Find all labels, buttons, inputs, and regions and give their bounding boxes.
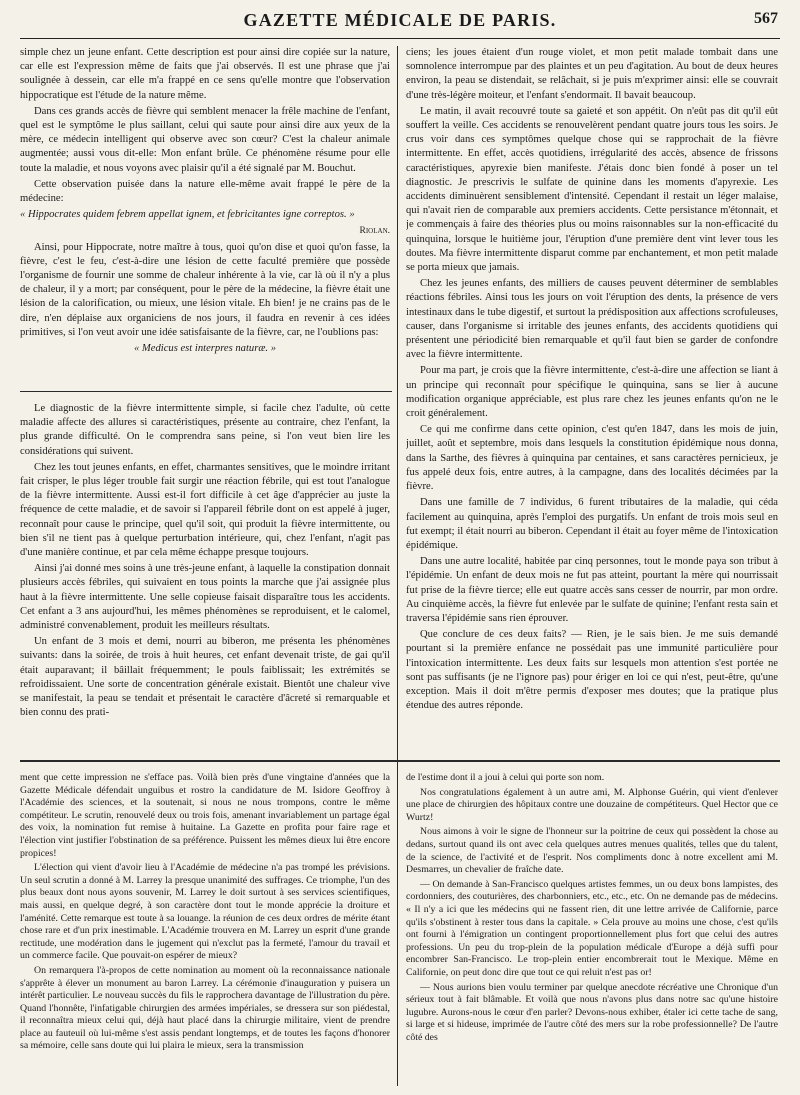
article-column-left-lower (20, 402, 390, 750)
feuilleton-divider (20, 760, 780, 762)
article-column-left-upper (20, 46, 390, 384)
paragraph: ment que cette impression ne s'efface pas. Voilà bien près d'une vingtaine d'années que la Gazette Médicale défendait unguibus et rostro la candidature de M. Isidore Geoffroy à l'Académie des sciences, et la soutenait, si nous ne nous trompons, contre le même compétiteur. Le scrutin, renouvelé deux ou trois fois, amenant invariablement un partage égal des voix, la nomination fut remise à huitaine. La Gazette en profita pour faire rage et l'élection vint justifier l'obstination de sa préférence. Puissent les mêmes dieux lui être encore propices! (20, 772, 390, 859)
paragraph: Dans une autre localité, habitée par cinq personnes, tout le monde paya son tribut à l'épidémie. Un enfant de deux mois ne fut pas atteint, pourtant la mère qui nourrissait fut prise de la fièvre tierce; elle eut quatre accès sans cesser de nourrir, par mon ordre. Au cinquième accès, la fièvre fut enlevée par le sulfate de quinine; l'enfant resta sain et traversa l'épidémie sans rien éprouver. (406, 556, 778, 624)
paragraph: Cette observation puisée dans la nature elle-même avait frappé le père de la médecine: (20, 178, 390, 205)
quote-author: Riolan. (359, 226, 390, 237)
section-divider (20, 391, 392, 392)
paragraph: Dans une famille de 7 individus, 6 furent tributaires de la maladie, qui céda facilement au quinquina, après l'emploi des purgatifs. Un enfant de trois mois seul en fut exempt; il était nourri au biberon. Cependant il était au foyer même de l'intoxication épidémique. (406, 497, 778, 551)
article-column-right (406, 46, 778, 750)
paragraph: ciens; les joues étaient d'un rouge violet, et mon petit malade tombait dans une somnolence interrompue par des plaintes et un peu d'agitation. Au bout de deux heures environ, la peau se distendait, se relâchait, si je puis m'exprimer ainsi: elle se couvrait d'une très-légère moiteur, et l'enfant s'endormait. Il bavait beaucoup. (406, 47, 778, 101)
feuilleton-column-left (20, 772, 390, 1090)
paragraph: Le diagnostic de la fièvre intermittente simple, si facile chez l'adulte, où cette maladie affecte des allures si caractéristiques, présente au contraire, chez l'enfant, la plus grande difficulté. On le comprendra sans peine, si l'on veut bien lire les considérations qui suivent. (20, 403, 390, 457)
journal-title: GAZETTE MÉDICALE DE PARIS. (243, 10, 557, 30)
paragraph: Ainsi, pour Hippocrate, notre maître à tous, quoi qu'on dise et quoi qu'on fasse, la fièvre, c'est le feu, c'est-à-dire une lésion de cette faculté première que possède l'organisme de fournir une somme de chaleur inhérente à la vie, car là où il n'y a plus de chaleur, il y a mort; par conséquent, pour le père de la médecine, la fièvre était une lésion de la calorification, ou mieux, une lésion vitale. Eh bien! je ne crains pas de le dire, n'en déplaise aux organiciens de nos jours, il faudra en revenir à ces idées primitives, si l'on veut avoir une idée satisfaisante de la fièvre, car, ne l'oublions pas: (20, 241, 390, 338)
paragraph: Chez les jeunes enfants, des milliers de causes peuvent déterminer de semblables réactions fébriles. Ainsi tous les jours on voit l'éruption des dents, la présence de vers intestinaux dans le tube digestif, et surtout la prédisposition aux affections scrofuleuses, causer, dans l'organisme si irritable des jeunes enfants, des accidents quotidiens qui présentent une périodicité bien remarquable et qu'il faut bien se garder de confondre avec la fièvre intermittente. (406, 278, 778, 361)
paragraph: Dans ces grands accès de fièvre qui semblent menacer la frêle machine de l'enfant, quel est le symptôme le plus saillant, celui qui saute pour ainsi dire aux yeux de la mère, ce médecin intelligent qui observe avec son cœur? C'est la chaleur animale augmentée; aussi vous dit-elle: Mon enfant brûle. Ce phénomène résume pour elle toute la maladie, et nous voyons avec plaisir qu'il a été signalé par M. Bouchut. (20, 105, 390, 174)
paragraph: simple chez un jeune enfant. Cette description est pour ainsi dire copiée sur la nature, car elle est l'expression même de faits que j'ai observés. Il est une phrase que j'ai soulignée à dessein, car elle m'a frappé en ce sens qu'elle montre que l'observation hippocratique est l'étude de la nature même. (20, 47, 390, 101)
paragraph: — Nous aurions bien voulu terminer par quelque anecdote récréative une Chronique d'un sérieux tout à fait blâmable. Et voilà que nous n'avons plus dans notre sac qu'une histoire lugubre. Aurons-nous le cœur d'en parler? Devons-nous exhiber, étaler ici cette tache de sang, si large et si hideuse, imprimée de l'autre côté des mers sur la robe professionnelle? De l'autre côté des (406, 981, 778, 1043)
paragraph: de l'estime dont il a joui à celui qui porte son nom. (406, 772, 605, 783)
paragraph: Le matin, il avait recouvré toute sa gaieté et son appétit. On n'eût pas dit qu'il eût souffert la veille. Ces accidents se renouvelèrent pendant quatre jours tous les soirs. Je crus voir dans ces symptômes quelque chose qui se rapprochait de la fièvre intermittente. En effet, accès quotidiens, irrégularité des accès, absence de frissons caractéristiques, apyrexie bien manifeste. J'étais donc bien fondé à poser un tel diagnostic. Je prescrivis le sulfate de quinine dans les moments d'apyrexie. Les accidents diminuèrent sensiblement d'intensité. Cependant il restait un léger malaise, qui n'avait rien de comparable aux premiers accidents. Cette persistance m'étonnait, et je commençais à faire des théories plus ou moins raisonnables sur la non-efficacité du quinquina, lorsque le huitième jour, l'éruption d'une première dent vint lever tous les doutes. Ma fièvre intermittente disparut comme par enchantement, et mon petit malade se porta mieux que jamais. (406, 105, 778, 274)
column-divider (397, 46, 398, 1086)
latin-quote (20, 208, 390, 222)
paragraph: Ainsi j'ai donné mes soins à une très-jeune enfant, à laquelle la constipation donnait plusieurs accès fébriles, qui suivaient en tous points la marche que j'ai assignée plus haut à la fièvre intermittente. Une selle copieuse faisait disparaître tous les accidents. Cet enfant a 3 ans aujourd'hui, les mêmes phénomènes se reproduisent, et le calomel, administré convenablement, produit les meilleurs résultats. (20, 563, 390, 632)
paragraph: Que conclure de ces deux faits? — Rien, je le sais bien. Je me suis demandé pourtant si la première enfance ne possédait pas une immunité particulière pour l'intoxication intermittente. Les deux faits sur lesquels mon attention s'est portée ne sont pas suffisants (je ne l'ignore pas) pour ériger en loi ce qui n'est, peut-être, qu'une exception. Mais il doit m'être permis d'exposer mes doutes; que la pratique plus étendue des autres réponde. (406, 629, 778, 712)
page-header (20, 8, 780, 39)
page-number: 567 (754, 10, 778, 27)
paragraph: Ce qui me confirme dans cette opinion, c'est qu'en 1847, dans les mois de juin, juillet, août et septembre, mois dans lesquels la constitution épidémique nous donna, dans la Sarthe, des fièvres à quinquina par centaines, et sans caractères pernicieux, je fus appelé deux fois, entre autres, à la campagne, dans des localités décimées par la fièvre. (406, 424, 778, 493)
paragraph: — On demande à San-Francisco quelques artistes femmes, un ou deux bons lampistes, des cordonniers, des couturières, des charbonniers, etc., etc., etc. On ne demande pas de médecins. « Il n'y a ici que les médecins qui ne fassent rien, dit une lettre arrivée de Californie, parce qu'ils s'obstinent à rester tous dans la capitale. » Cela prouve au moins une chose, c'est qu'ils ont fourni à l'émigration un contingent proportionnellement plus fort que celui des autres professions. Un peu du trop-plein de la population médicale d'Europe a déjà suffi pour encombrer San-Francisco. Le trop-plein entier encombrerait tout le Mexique. Même en Californie, on peut donc dire que tout ce qui reluit n'est pas or! (406, 878, 778, 978)
paragraph: On remarquera l'à-propos de cette nomination au moment où la reconnaissance nationale s'apprête à élever un monument au baron Larrey. La cérémonie d'inauguration y puisera un intérêt particulier. Le nouveau succès du fils le rapprochera davantage de l'illustration du père. Quand l'honnête, l'infatigable chirurgien des armées impériales, se dressera sur son piédestal, il reconnaîtra mieux celui qui, déjà haut placé dans la chirurgie militaire, vient de prendre place au fauteuil où lui-même s'est assis pendant longtemps, et de toutes les façons d'honorer sa mémoire, celle sans doute qui lui plaira le mieux, sera la transmission (20, 964, 390, 1052)
paragraph: Nous aimons à voir le signe de l'honneur sur la poitrine de ceux qui possèdent la chose au dedans, surtout quand ils ont avec cela quelques autres menues qualités, telles que du talent, de la science, de l'activité et de l'esprit. Nos compliments donc à notre excellent ami M. Desmarres, un chevalier de fraîche date. (406, 826, 778, 876)
paragraph: Un enfant de 3 mois et demi, nourri au biberon, me présenta les phénomènes suivants: dans la soirée, de trois à huit heures, cet enfant devenait triste, de gai qu'il était auparavant; il bâillait fréquemment; le pouls faiblissait; les extrémités se refroidissaient. Une sorte de concentration générale existait. Bientôt une chaleur vive se manifestait, la peau se tendait et présentait le caractère d'âcreté si remarquable et bien connu des prati- (20, 636, 390, 719)
paragraph: L'élection qui vient d'avoir lieu à l'Académie de médecine n'a pas trompé les prévisions. Un seul scrutin a donné à M. Larrey la presque unanimité des suffrages. Ce triomphe, l'un des plus beaux dont nous ayons souvenir, M. Larrey le doit surtout à ses services scientifiques, mais aussi, en quelque degré, à son caractère dont tout le monde apprécie la droiture et l'aménité. Cette remarque est toute à sa louange. la réunion de ces deux ordres de mérite étant chose rare et d'un prix inestimable. L'Académie trouvera en M. Larrey un esprit d'une grande rectitude, une modération dans le jugement qui n'exclut pas la fermeté, l'amour du travail et un commerce facile. Que pouvait-on espérer de mieux? (20, 862, 390, 962)
quote-text: « Hippocrates quidem febrem appellat ignem, et febricitantes igne correptos. » (20, 209, 355, 221)
quote-attribution (20, 224, 390, 238)
paragraph: Chez les tout jeunes enfants, en effet, charmantes sensitives, que le moindre irritant fait crisper, le plus léger trouble fait surgir une réaction fébrile, qui est tout l'analogue de la fièvre intermittente. Aussi est-il fort difficile à cet âge d'apprécier au juste la fréquence de cette maladie, et de savoir si l'appareil fébrile dont on est appelé à juger, reconnaît pour cause le principe, quel qu'il soit, qui produit la fièvre intermittente, ou bien s'il ne tient pas à quelque perturbation intérieure, qui, chez l'enfant, n'agit pas d'une manière continue, et par cela même échappe presque toujours. (20, 461, 390, 559)
paragraph: Pour ma part, je crois que la fièvre intermittente, c'est-à-dire une affection se liant à un principe qui reconnaît pour spécifique le quinquina, sans se lier à aucune modification organique appréciable, est plus rare chez les jeunes enfants qu'on ne le croit généralement. (406, 365, 778, 420)
latin-maxim: « Medicus est interpres naturæ. » (133, 343, 277, 355)
paragraph: Nos congratulations également à un autre ami, M. Alphonse Guérin, qui vient d'enlever une place de chirurgien des hôpitaux contre une douzaine de compétiteurs. Quel Hector que ce Wurtz! (406, 786, 778, 823)
feuilleton-column-right (406, 772, 778, 1090)
